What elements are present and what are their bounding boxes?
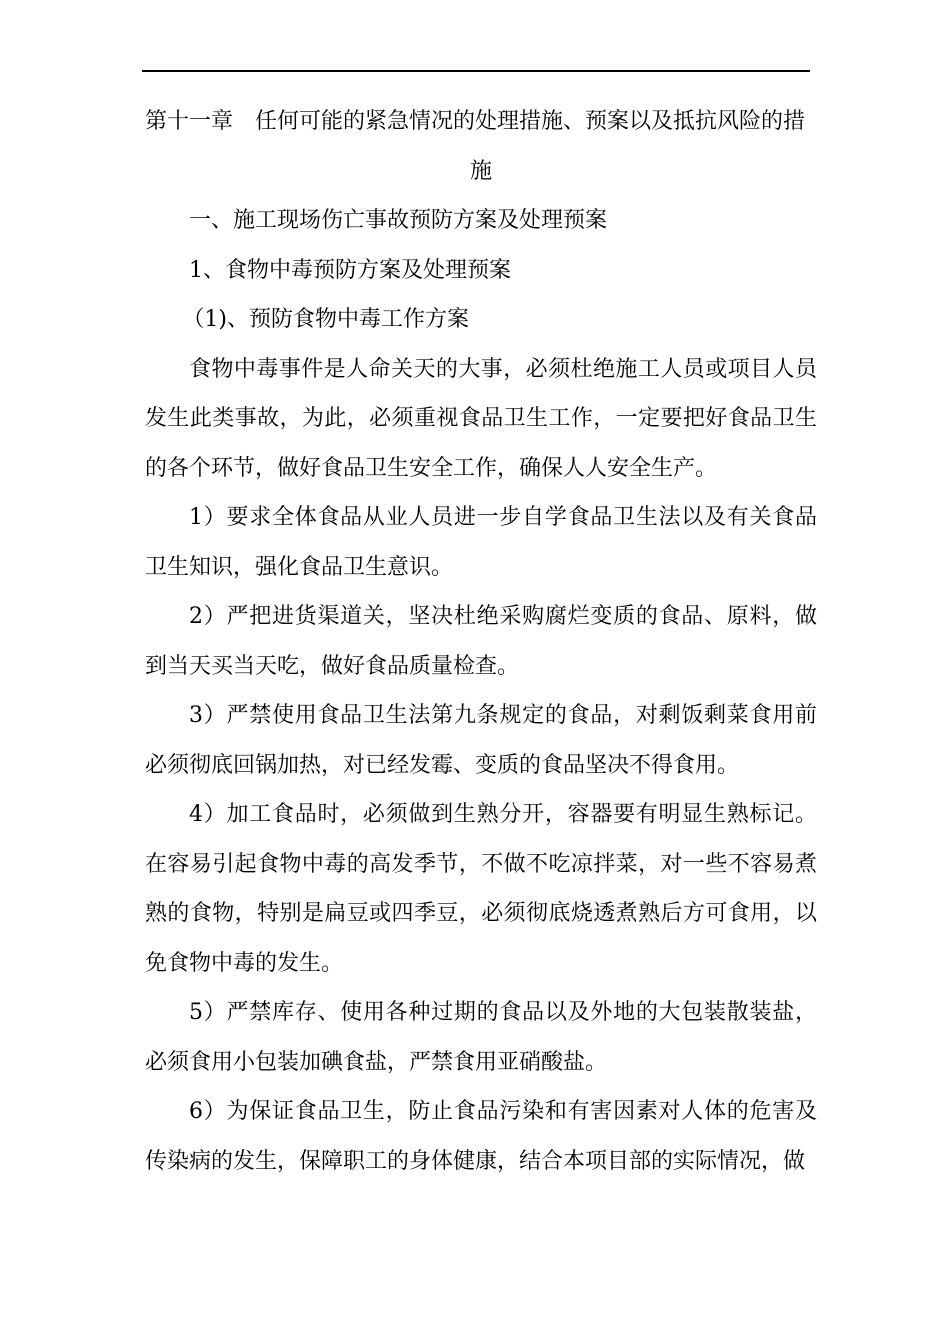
list-item: 4）加工食品时，必须做到生熟分开，容器要有明显生熟标记。在容易引起食物中毒的高发季节，不做不吃凉拌菜，对一些不容易煮熟的食物，特别是扁豆或四季豆，必须彻底烧透煮熟后方可食用，以免食物中毒的发生。 bbox=[145, 802, 817, 976]
section-heading: 一、施工现场伤亡事故预防方案及处理预案 bbox=[189, 208, 608, 233]
list-item: 5）严禁库存、使用各种过期的食品以及外地的大包装散装盐，必须食用小包装加碘食盐，严禁食用亚硝酸盐。 bbox=[145, 1000, 817, 1075]
header-rule bbox=[142, 70, 810, 72]
chapter-title-line1: 第十一章 任何可能的紧急情况的处理措施、预案以及抵抗风险的措 bbox=[145, 109, 806, 134]
subsection-1-1-heading: （1)、预防食物中毒工作方案 bbox=[182, 307, 469, 332]
list-item: 1）要求全体食品从业人员进一步自学食品卫生法以及有关食品卫生知识，强化食品卫生意识。 bbox=[145, 505, 817, 580]
subsection-heading: 1、食物中毒预防方案及处理预案 bbox=[189, 257, 511, 283]
document-body bbox=[145, 97, 817, 1186]
intro-paragraph: 食物中毒事件是人命关天的大事，必须杜绝施工人员或项目人员发生此类事故，为此，必须重视食品卫生工作，一定要把好食品卫生的各个环节，做好食品卫生安全工作，确保人人安全生产。 bbox=[145, 356, 817, 481]
chapter-title-line2: 施 bbox=[469, 158, 492, 184]
list-item: 2）严把进货渠道关，坚决杜绝采购腐烂变质的食品、原料，做到当天买当天吃，做好食品质量检查。 bbox=[145, 604, 817, 679]
list-item: 6）为保证食品卫生，防止食品污染和有害因素对人体的危害及传染病的发生，保障职工的身体健康，结合本项目部的实际情况，做 bbox=[145, 1099, 817, 1174]
list-item: 3）严禁使用食品卫生法第九条规定的食品，对剩饭剩菜食用前必须彻底回锅加热，对已经发霉、变质的食品坚决不得食用。 bbox=[145, 703, 817, 778]
